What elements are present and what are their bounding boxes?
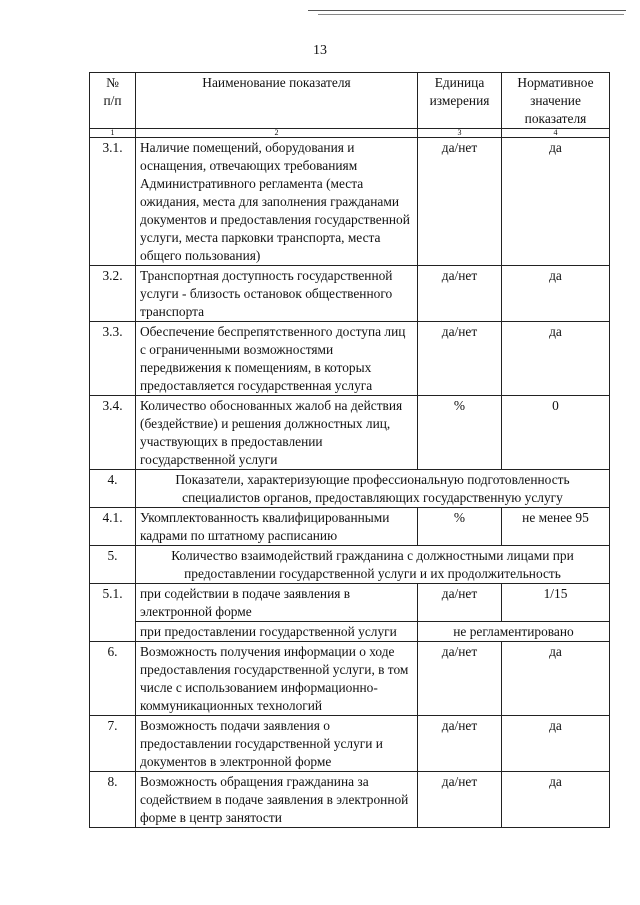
table-row <box>90 716 610 772</box>
normative-value: да <box>502 322 610 396</box>
header-unit: Единица измерения <box>418 73 502 129</box>
unit: да/нет <box>418 716 502 772</box>
unit: да/нет <box>418 322 502 396</box>
section-number: 4. <box>90 470 136 508</box>
indicator-name: при содействии в подаче заявления в электронной форме <box>136 584 418 622</box>
section-row <box>90 470 610 508</box>
header-indicator-name: Наименование показателя <box>136 73 418 129</box>
unit: % <box>418 508 502 546</box>
header-normative-value: Нормативное значение показателя <box>502 73 610 129</box>
unit: % <box>418 396 502 470</box>
row-number: 3.2. <box>90 266 136 322</box>
normative-value: не менее 95 <box>502 508 610 546</box>
row-number: 3.4. <box>90 396 136 470</box>
column-index: 4 <box>502 129 610 138</box>
table-row <box>90 266 610 322</box>
column-index: 3 <box>418 129 502 138</box>
table-row <box>90 138 610 266</box>
normative-value-merged: не регламентировано <box>418 622 610 642</box>
table-row <box>90 622 610 642</box>
header-number: № п/п <box>90 73 136 129</box>
column-index: 1 <box>90 129 136 138</box>
normative-value: да <box>502 138 610 266</box>
indicator-name: Возможность получения информации о ходе предоставления государственной услуги, в том числе с использованием информационно-коммуникационных технологий <box>136 642 418 716</box>
table-row <box>90 322 610 396</box>
unit: да/нет <box>418 772 502 828</box>
section-row <box>90 546 610 584</box>
section-title: Показатели, характеризующие профессиональную подготовленность специалистов органов, предоставляющих государственную услугу <box>136 470 610 508</box>
unit: да/нет <box>418 266 502 322</box>
indicator-name: Обеспечение беспрепятственного доступа лиц с ограниченными возможностями передвижения к помещениям, в которых предоставляется государственная услуга <box>136 322 418 396</box>
table-row <box>90 584 610 622</box>
table-header-row <box>90 73 610 129</box>
indicator-name: Укомплектованность квалифицированными кадрами по штатному расписанию <box>136 508 418 546</box>
row-number: 7. <box>90 716 136 772</box>
indicators-table <box>89 72 610 828</box>
indicator-name: Транспортная доступность государственной услуги - близость остановок общественного транспорта <box>136 266 418 322</box>
normative-value: 1/15 <box>502 584 610 622</box>
row-number: 5.1. <box>90 584 136 642</box>
row-number: 3.1. <box>90 138 136 266</box>
section-title: Количество взаимодействий гражданина с должностными лицами при предоставлении государственной услуги и их продолжительность <box>136 546 610 584</box>
row-number: 4.1. <box>90 508 136 546</box>
table-row <box>90 642 610 716</box>
normative-value: 0 <box>502 396 610 470</box>
normative-value: да <box>502 716 610 772</box>
unit: да/нет <box>418 138 502 266</box>
top-rule <box>308 10 626 11</box>
page-number: 13 <box>313 43 327 58</box>
indicator-name: Наличие помещений, оборудования и оснащения, отвечающих требованиям Административного регламента (места ожидания, места для заполнения гражданами документов и предоставления государственной услуги, места парковки транспорта, места общего пользования) <box>136 138 418 266</box>
unit: да/нет <box>418 584 502 622</box>
indicator-name: Возможность подачи заявления о предоставлении государственной услуги и документов в электронной форме <box>136 716 418 772</box>
indicator-name: при предоставлении государственной услуги <box>136 622 418 642</box>
column-index-row <box>90 129 610 138</box>
row-number: 6. <box>90 642 136 716</box>
row-number: 8. <box>90 772 136 828</box>
unit: да/нет <box>418 642 502 716</box>
indicator-name: Количество обоснованных жалоб на действия (бездействие) и решения должностных лиц, участвующих в предоставлении государственной услуги <box>136 396 418 470</box>
table-row <box>90 396 610 470</box>
top-rule-secondary <box>318 14 624 15</box>
normative-value: да <box>502 642 610 716</box>
table-row <box>90 508 610 546</box>
normative-value: да <box>502 772 610 828</box>
indicator-name: Возможность обращения гражданина за содействием в подаче заявления в электронной форме в центр занятости <box>136 772 418 828</box>
row-number: 3.3. <box>90 322 136 396</box>
table-row <box>90 772 610 828</box>
column-index: 2 <box>136 129 418 138</box>
normative-value: да <box>502 266 610 322</box>
section-number: 5. <box>90 546 136 584</box>
